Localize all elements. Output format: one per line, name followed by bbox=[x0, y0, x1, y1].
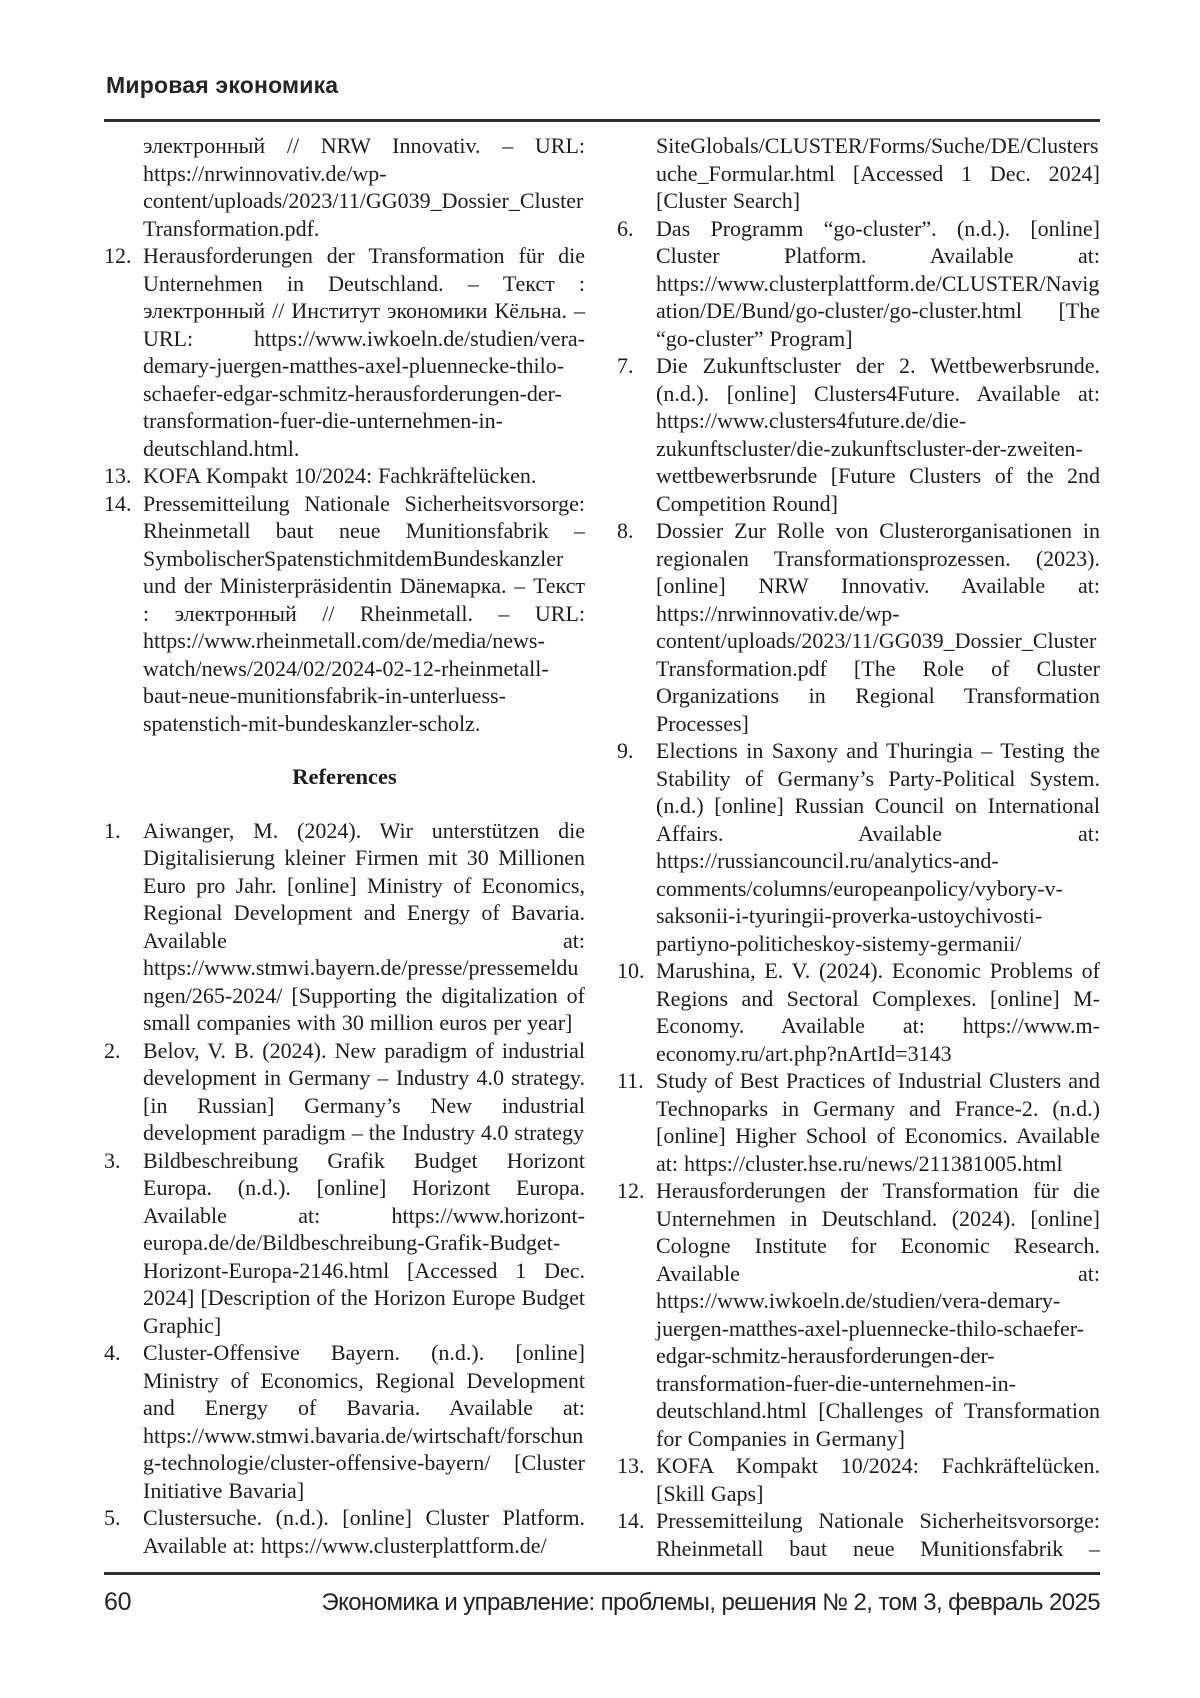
reference-text: KOFA Kompakt 10/2024: Fachkräftelücken. [Skill Gaps] bbox=[656, 1453, 1100, 1506]
reference-number: 1. bbox=[104, 817, 121, 843]
reference-number: 12. bbox=[617, 1178, 645, 1203]
reference-continuation bbox=[617, 132, 1100, 215]
reference-text: Pressemitteilung Nationale Sicherheitsvorsorge: Rheinmetall baut neue Munitionsfabrik – SymbolischerSpatenstichmitdemBundeskanzler und der Ministerpräsidentin Dänемарка. – Текст : электронный // Rheinmetall. – URL: https://www.rheinmetall.com/de/media/news-watch/news/2024/02/2024-02-12-rheinmetall-baut-neue-munitionsfabrik-in-unterluess-spatenstich-mit-bundeskanzler-scholz. bbox=[143, 490, 585, 736]
reference-number: 7. bbox=[617, 353, 634, 378]
reference-text: SiteGlobals/CLUSTER/Forms/Suche/DE/Clustersuche_Formular.html [Accessed 1 Dec. 2024] [Cluster Search] bbox=[656, 133, 1100, 213]
reference-text: Marushina, E. V. (2024). Economic Problems of Regions and Sectoral Complexes. [online] M-Economy. Available at: https://www.m-economy.ru/art.php?nArtId=3143 bbox=[656, 958, 1100, 1066]
reference-number: 11. bbox=[617, 1068, 644, 1093]
reference-text: электронный // NRW Innovativ. – URL: https://nrwinnovativ.de/wp-content/uploads/2023/11/GG039_Dossier_ClusterTransformation.pdf. bbox=[143, 133, 585, 241]
reference-number: 3. bbox=[104, 1147, 121, 1173]
section-title: Мировая экономика bbox=[106, 72, 339, 98]
reference-number: 8. bbox=[617, 518, 634, 543]
page-number: 60 bbox=[104, 1588, 132, 1616]
reference-number: 2. bbox=[104, 1037, 121, 1063]
references-heading: References bbox=[292, 764, 397, 789]
reference-item-4 bbox=[104, 1339, 585, 1504]
reference-number: 12. bbox=[104, 243, 132, 268]
reference-item-1 bbox=[104, 817, 585, 1037]
reference-text: Belov, V. B. (2024). New paradigm of industrial development in Germany – Industry 4.0 strategy. [in Russian] Germany’s New industrial development paradigm – the Industry 4.0 strategy bbox=[143, 1037, 585, 1145]
column-left bbox=[104, 132, 585, 1559]
reference-item-5 bbox=[104, 1504, 585, 1559]
reference-text: Cluster-Offensive Bayern. (n.d.). [online] Ministry of Economics, Regional Development and Energy of Bavaria. Available at: https://www.stmwi.bavaria.de/wirtschaft/forschung-technologie/cluster-offensive-bayern/ [Cluster Initiative Bavaria] bbox=[143, 1340, 585, 1503]
reference-item-12 bbox=[104, 242, 585, 462]
reference-text: Die Zukunftscluster der 2. Wettbewerbsrunde. (n.d.). [online] Clusters4Future. Available at: https://www.clusters4future.de/die-zukunftscluster/die-zukunftscluster-der-zweiten-wettbewerbsrunde [Future Clusters of the 2nd Competition Round] bbox=[656, 353, 1100, 516]
reference-item-3 bbox=[104, 1147, 585, 1340]
reference-text: Herausforderungen der Transformation für die Unternehmen in Deutschland. (2024). [online] Cologne Institute for Economic Research. Available at: https://www.iwkoeln.de/studien/vera-demary-juergen-matthes-axel-pluennecke-thilo-schaefer-edgar-schmitz-herausforderungen-der-transformation-fuer-die-unternehmen-in-deutschland.html [Challenges of Transformation for Companies in Germany] bbox=[656, 1178, 1100, 1451]
reference-item-9 bbox=[617, 737, 1100, 957]
reference-text: Herausforderungen der Transformation für die Unternehmen in Deutschland. – Текст : электронный // Институт экономики Кёльна. – URL: https://www.iwkoeln.de/studien/vera-demary-juergen-matthes-axel-pluennecke-thilo-schaefer-edgar-schmitz-herausforderungen-der-transformation-fuer-die-unternehmen-in-deutschland.html. bbox=[143, 243, 585, 461]
reference-text: Pressemitteilung Nationale Sicherheitsvorsorge: Rheinmetall baut neue Munitionsfabrik – bbox=[656, 1508, 1100, 1561]
reference-item-11 bbox=[617, 1067, 1100, 1177]
reference-number: 9. bbox=[617, 738, 634, 763]
reference-item-12 bbox=[617, 1177, 1100, 1452]
reference-item-14 bbox=[617, 1507, 1100, 1564]
reference-text: Aiwanger, M. (2024). Wir unterstützen die Digitalisierung kleiner Firmen mit 30 Millionen Euro pro Jahr. [online] Ministry of Economics, Regional Development and Energy of Bavaria. Available at: https://www.stmwi.bayern.de/presse/pressemeldungen/265-2024/ [Supporting the digitalization of small companies with 30 million euros per year] bbox=[143, 817, 585, 1035]
journal-title-line: Экономика и управление: проблемы, решения № 2, том 3, февраль 2025 bbox=[321, 1589, 1100, 1616]
reference-item-14 bbox=[104, 490, 585, 738]
reference-number: 14. bbox=[617, 1508, 645, 1533]
reference-number: 13. bbox=[617, 1453, 645, 1478]
reference-text: Study of Best Practices of Industrial Clusters and Technoparks in Germany and France-2. (n.d.) [online] Higher School of Economics. Available at: https://cluster.hse.ru/news/211381005.html bbox=[656, 1068, 1100, 1176]
reference-item-10 bbox=[617, 957, 1100, 1067]
reference-item-13 bbox=[617, 1452, 1100, 1507]
reference-item-8 bbox=[617, 517, 1100, 737]
reference-number: 13. bbox=[104, 463, 132, 488]
reference-text: Dossier Zur Rolle von Clusterorganisationen in regionalen Transformationsprozessen. (2023). [online] NRW Innovativ. Available at: https://nrwinnovativ.de/wp-content/uploads/2023/11/GG039_Dossier_ClusterTransformation.pdf [The Role of Cluster Organizations in Regional Transformation Processes] bbox=[656, 518, 1100, 736]
reference-number: 14. bbox=[104, 490, 132, 516]
reference-number: 5. bbox=[104, 1505, 121, 1530]
reference-number: 4. bbox=[104, 1340, 121, 1365]
column-right bbox=[617, 132, 1100, 1564]
reference-number: 6. bbox=[617, 215, 634, 241]
reference-item-7 bbox=[617, 352, 1100, 517]
reference-item-2 bbox=[104, 1037, 585, 1147]
reference-text: Das Programm “go-cluster”. (n.d.). [online] Cluster Platform. Available at: https://www.clusterplattform.de/CLUSTER/Navigation/DE/Bund/go-cluster/go-cluster.html [The “go-cluster” Program] bbox=[656, 215, 1100, 351]
reference-text: Elections in Saxony and Thuringia – Testing the Stability of Germany’s Party-Political System. (n.d.) [online] Russian Council on International Affairs. Available at: https://russiancouncil.ru/analytics-and-comments/columns/europeanpolicy/vybory-v-saksonii-i-tyuringii-proverka-ustoychivosti-partiyno-politicheskoy-sistemy-germanii/ bbox=[656, 738, 1100, 956]
references-content bbox=[104, 132, 1100, 1564]
header-rule bbox=[104, 119, 1100, 122]
reference-text: Clustersuche. (n.d.). [online] Cluster Platform. Available at: https://www.clusterplattform.de/ bbox=[143, 1505, 585, 1558]
reference-text: KOFA Kompakt 10/2024: Fachkräftelücken. bbox=[143, 463, 537, 488]
reference-item-13 bbox=[104, 462, 585, 490]
reference-item-6 bbox=[617, 215, 1100, 353]
footer-rule bbox=[104, 1572, 1100, 1575]
reference-number: 10. bbox=[617, 958, 645, 983]
footer-row bbox=[104, 1588, 1100, 1617]
reference-text: Bildbeschreibung Grafik Budget Horizont Europa. (n.d.). [online] Horizont Europa. Available at: https://www.horizont-europa.de/de/Bildbeschreibung-Grafik-Budget-Horizont-Europa-2146.html [Accessed 1 Dec. 2024] [Description of the Horizon Europe Budget Graphic] bbox=[143, 1147, 585, 1338]
reference-continuation bbox=[104, 132, 585, 242]
